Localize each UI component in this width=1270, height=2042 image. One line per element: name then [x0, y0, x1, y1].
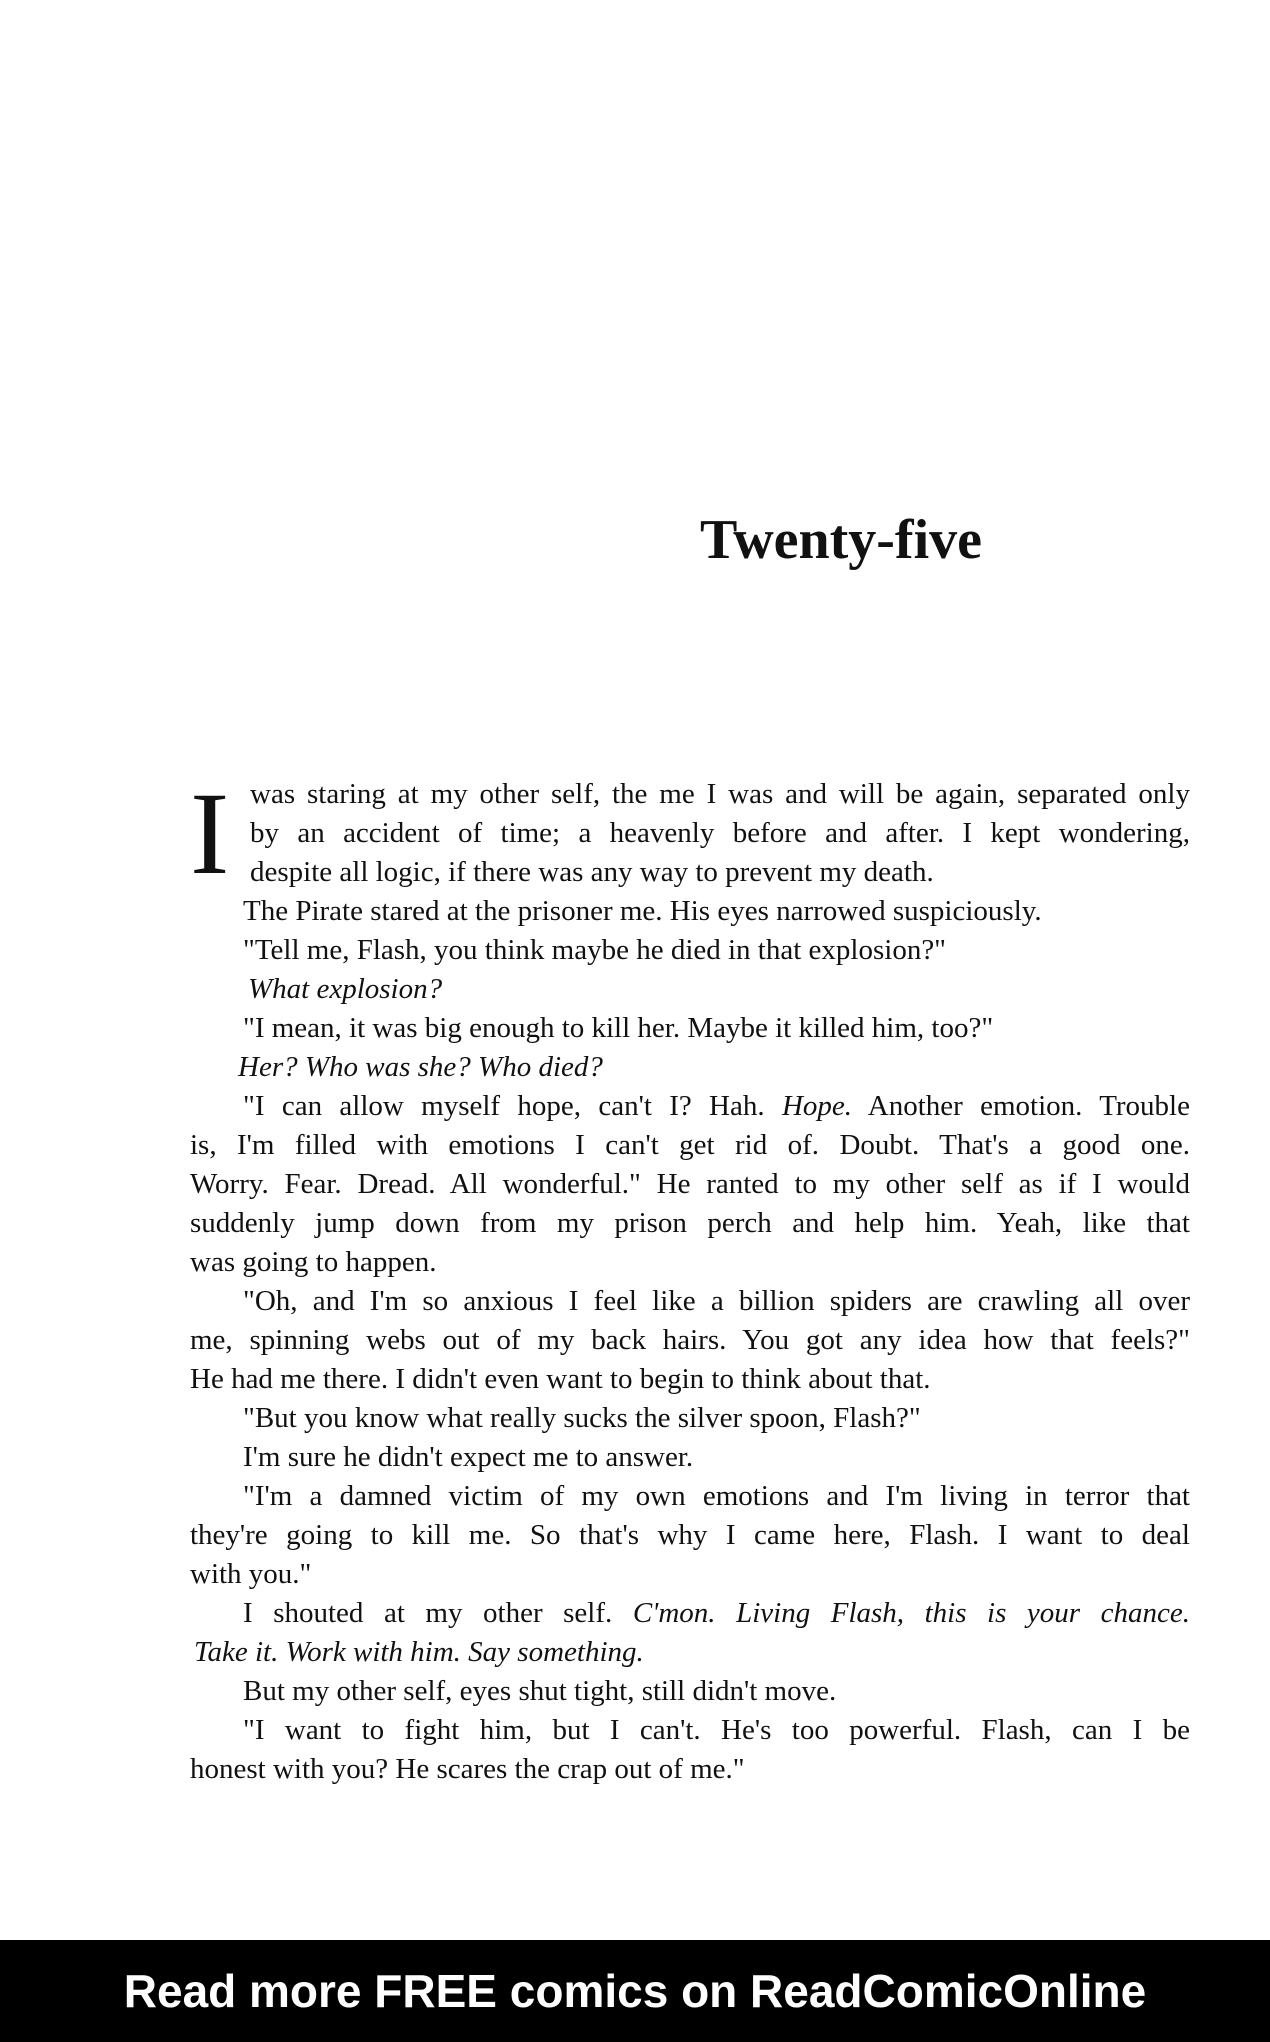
- text-line: Take it. Work with him. Say something.: [194, 1636, 644, 1668]
- text-line: But my other self, eyes shut tight, still didn't move.: [243, 1675, 837, 1707]
- text-line: "Oh, and I'm so anxious I feel like a billion spiders are crawling all over: [243, 1285, 1190, 1317]
- text-line: I'm sure he didn't expect me to answer.: [243, 1441, 694, 1473]
- chapter-title: Twenty-five: [700, 509, 982, 571]
- text-line: "But you know what really sucks the silver spoon, Flash?": [243, 1402, 921, 1434]
- text-line: Worry. Fear. Dread. All wonderful." He ranted to my other self as if I would: [190, 1168, 1190, 1200]
- text-line: was staring at my other self, the me I was and will be again, separated only: [250, 778, 1190, 810]
- text-line: was going to happen.: [190, 1246, 437, 1278]
- text-line: me, spinning webs out of my back hairs. You got any idea how that feels?": [190, 1324, 1190, 1356]
- text-line-mixed: [190, 1594, 1190, 1633]
- text-line: is, I'm filled with emotions I can't get rid of. Doubt. That's a good one.: [190, 1129, 1190, 1161]
- chapter-body: [190, 768, 1190, 1789]
- text-line: they're going to kill me. So that's why I came here, Flash. I want to deal: [190, 1519, 1190, 1551]
- drop-cap: I: [190, 768, 230, 899]
- text-line: despite all logic, if there was any way to prevent my death.: [250, 856, 934, 888]
- text-line: with you.": [190, 1558, 312, 1590]
- promo-banner[interactable]: Read more FREE comics on ReadComicOnline: [0, 1940, 1270, 2042]
- text-line: by an accident of time; a heavenly before and after. I kept wondering,: [250, 817, 1190, 849]
- text-line: "Tell me, Flash, you think maybe he died in that explosion?": [243, 934, 947, 966]
- text-segment: "I can allow myself hope, can't I? Hah.: [243, 1090, 782, 1122]
- text-segment-italic: Hope.: [781, 1090, 853, 1122]
- text-line: The Pirate stared at the prisoner me. His eyes narrowed suspiciously.: [243, 895, 1042, 927]
- text-line: "I'm a damned victim of my own emotions and I'm living in terror that: [243, 1480, 1190, 1512]
- text-segment: I shouted at my other self.: [243, 1597, 633, 1629]
- text-line: What explosion?: [248, 973, 443, 1005]
- text-line: Her? Who was she? Who died?: [238, 1051, 603, 1083]
- text-line: honest with you? He scares the crap out of me.": [190, 1753, 745, 1785]
- text-line: "I mean, it was big enough to kill her. Maybe it killed him, too?": [243, 1012, 994, 1044]
- text-line: suddenly jump down from my prison perch and help him. Yeah, like that: [190, 1207, 1190, 1239]
- text-segment-italic: C'mon. Living Flash, this is your chance.: [632, 1597, 1190, 1629]
- text-line: "I want to fight him, but I can't. He's too powerful. Flash, can I be: [243, 1714, 1190, 1746]
- text-segment: Another emotion. Trouble: [852, 1090, 1190, 1122]
- text-line: He had me there. I didn't even want to begin to think about that.: [190, 1363, 931, 1395]
- text-line-mixed: [190, 1087, 1190, 1126]
